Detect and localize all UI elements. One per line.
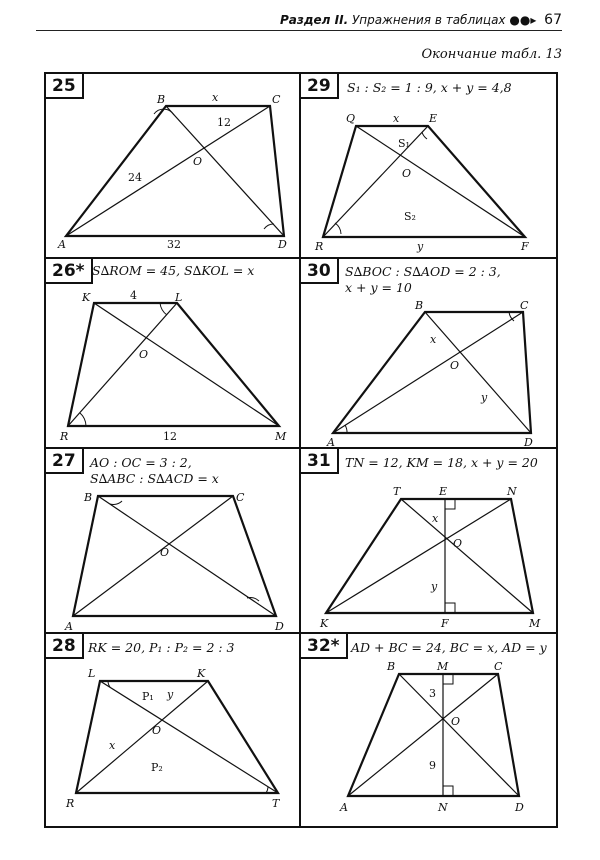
- problem-condition-line2: S∆ABC : S∆ACD = x: [90, 471, 219, 486]
- point-O: O: [451, 715, 461, 728]
- vertex-C: C: [520, 299, 529, 312]
- vertex-B: B: [415, 299, 424, 312]
- diagram-32: [301, 634, 556, 826]
- vertex-Q: Q: [346, 112, 356, 125]
- point-M: M: [437, 660, 449, 673]
- vertex-B: B: [157, 93, 166, 106]
- problem-28: [46, 634, 299, 826]
- running-head: [280, 12, 562, 28]
- problem-condition: AO : OC = 3 : 2,: [90, 455, 192, 470]
- label-y: y: [167, 688, 174, 701]
- header-rule: [36, 30, 562, 31]
- problem-25: [46, 74, 299, 257]
- area-S1: S₁: [398, 137, 410, 150]
- problem-26: [46, 259, 299, 447]
- vertex-T: T: [272, 797, 280, 810]
- segment-24: 24: [128, 171, 142, 184]
- vertex-T: T: [393, 485, 401, 498]
- vertex-D: D: [515, 801, 524, 814]
- label-y: y: [431, 580, 438, 593]
- problem-number: 25: [46, 74, 84, 99]
- diagram-30: [301, 259, 556, 447]
- problem-number: 31: [301, 449, 339, 474]
- vertex-K: K: [197, 667, 206, 680]
- vertex-R: R: [315, 240, 324, 253]
- diagram-25: [46, 74, 299, 257]
- vertex-B: B: [387, 660, 396, 673]
- point-O: O: [152, 724, 162, 737]
- vertex-M: M: [529, 617, 541, 630]
- point-O: O: [450, 359, 460, 372]
- segment-12: 12: [163, 430, 177, 443]
- segment-4: 4: [130, 289, 137, 302]
- vertex-K: K: [320, 617, 329, 630]
- label-x: x: [109, 739, 116, 752]
- vertex-D: D: [278, 238, 287, 251]
- area-P2: P₂: [151, 761, 163, 774]
- vertex-D: D: [275, 620, 284, 633]
- vertex-M: M: [275, 430, 287, 443]
- problem-condition: TN = 12, KM = 18, x + y = 20: [345, 455, 538, 470]
- point-E: E: [439, 485, 448, 498]
- page-number: 67: [544, 12, 562, 28]
- problem-29: [301, 74, 556, 257]
- problem-condition: S∆BOC : S∆AOD = 2 : 3,: [345, 264, 501, 279]
- segment-3: 3: [429, 687, 436, 700]
- diagram-28: [46, 634, 299, 826]
- diagram-26: [46, 259, 299, 447]
- vertex-C: C: [236, 491, 245, 504]
- point-O: O: [453, 537, 463, 550]
- vertex-A: A: [58, 238, 66, 251]
- point-O: O: [160, 546, 170, 559]
- problem-number: 30: [301, 259, 339, 284]
- problem-number: 29: [301, 74, 339, 99]
- label-y: y: [481, 391, 488, 404]
- vertex-E: E: [429, 112, 438, 125]
- label-x: x: [212, 91, 219, 104]
- problem-31: [301, 449, 556, 632]
- segment-32: 32: [167, 238, 181, 251]
- problem-condition: S∆ROM = 45, S∆KOL = x: [92, 263, 255, 278]
- label-x: x: [393, 112, 400, 125]
- area-S2: S₂: [404, 210, 416, 223]
- vertex-A: A: [327, 436, 335, 449]
- vertex-C: C: [272, 93, 281, 106]
- point-O: O: [139, 348, 149, 361]
- vertex-L: L: [175, 291, 183, 304]
- page-arrows-icon: ●●▸: [509, 13, 537, 27]
- problem-number: 28: [46, 634, 84, 659]
- vertex-B: B: [84, 491, 93, 504]
- vertex-F: F: [521, 240, 529, 253]
- page-header: [0, 0, 600, 40]
- problem-number: 32*: [301, 634, 348, 659]
- vertex-C: C: [494, 660, 503, 673]
- vertex-R: R: [60, 430, 69, 443]
- point-O: O: [402, 167, 412, 180]
- problem-number: 27: [46, 449, 84, 474]
- vertex-N: N: [507, 485, 517, 498]
- problem-condition: S₁ : S₂ = 1 : 9, x + y = 4,8: [347, 80, 512, 95]
- vertex-D: D: [524, 436, 533, 449]
- problem-30: [301, 259, 556, 447]
- vertex-A: A: [65, 620, 73, 633]
- vertex-R: R: [66, 797, 75, 810]
- problem-number: 26*: [46, 259, 93, 284]
- diagram-29: [301, 74, 556, 257]
- segment-12: 12: [217, 116, 231, 129]
- vertex-L: L: [88, 667, 96, 680]
- section-title: Упражнения в таблицах: [351, 13, 506, 27]
- point-N: N: [438, 801, 448, 814]
- problem-condition-line2: x + y = 10: [345, 280, 412, 295]
- point-O: O: [193, 155, 203, 168]
- problem-32: [301, 634, 556, 826]
- table-continuation: Окончание табл. 13: [421, 47, 562, 62]
- vertex-A: A: [340, 801, 348, 814]
- problem-condition: AD + BC = 24, BC = x, AD = y: [351, 640, 547, 655]
- point-F: F: [441, 617, 449, 630]
- problem-27: [46, 449, 299, 632]
- area-P1: P₁: [142, 690, 154, 703]
- problem-condition: RK = 20, P₁ : P₂ = 2 : 3: [88, 640, 235, 655]
- section-label: Раздел II.: [279, 13, 349, 27]
- diagram-31: [301, 449, 556, 632]
- vertex-K: K: [82, 291, 91, 304]
- label-x: x: [430, 333, 437, 346]
- label-y: y: [417, 240, 424, 253]
- segment-9: 9: [429, 759, 436, 772]
- label-x: x: [432, 512, 439, 525]
